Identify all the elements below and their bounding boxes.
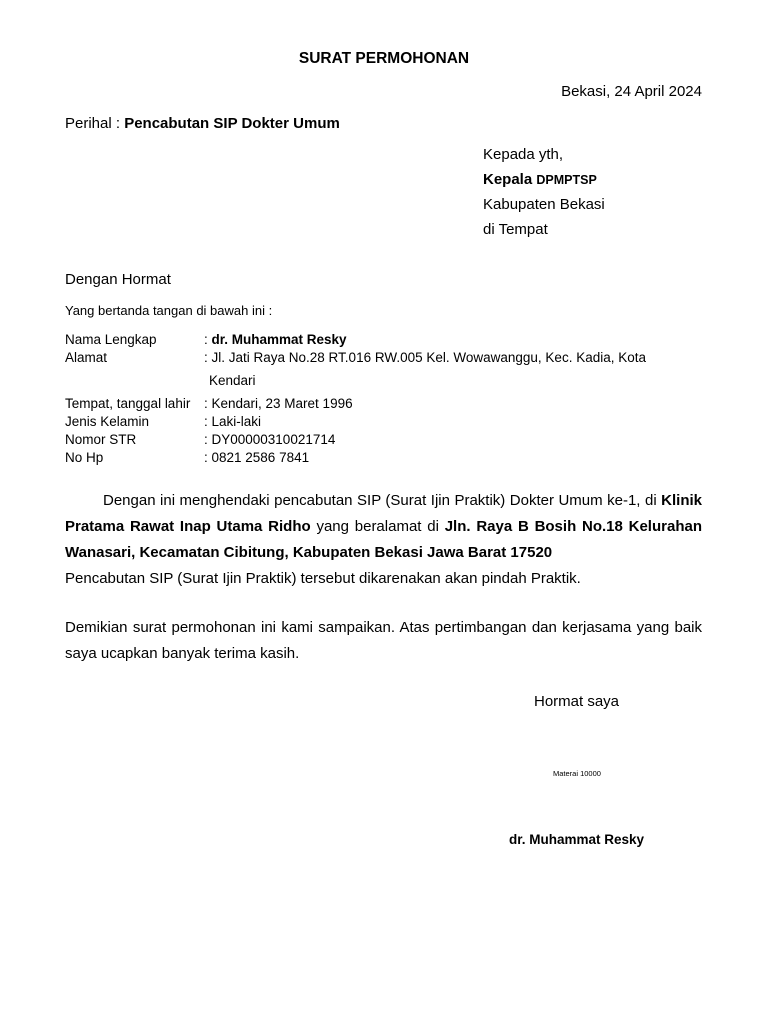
body-paragraph-2: Demikian surat permohonan ini kami sampaikan. Atas pertimbangan dan kerjasama yang baik saya ucapkan banyak terima kasih. (65, 619, 702, 662)
clinic-address: Jln. Raya B Bosih No.18 Kelurahan Wanasari, Kecamatan Cibitung, Kabupaten Bekasi Jawa Barat 17520 (65, 518, 702, 561)
applicant-name: dr. Muhammat Resky (211, 332, 347, 347)
materai-label: Materai 10000 (553, 769, 601, 778)
field-value-str: : DY00000310021714 (204, 432, 336, 447)
field-value-jk: : Laki-laki (204, 414, 262, 429)
place-date: Bekasi, 24 April 2024 (561, 83, 702, 100)
recipient-title: Kepala (483, 171, 533, 188)
recipient-agency: DPMPTSP (536, 173, 597, 187)
field-label-nama: Nama Lengkap (65, 332, 157, 347)
intro-text: Yang bertanda tangan di bawah ini : (65, 303, 273, 318)
field-label-jk: Jenis Kelamin (65, 414, 150, 429)
subject-label: Perihal : (65, 115, 121, 132)
body-paragraph-1 (65, 488, 702, 592)
closing: Hormat saya (534, 693, 620, 710)
body-p1-part-b: yang beralamat di (316, 518, 439, 535)
field-value-alamat-1: : Jl. Jati Raya No.28 RT.016 RW.005 Kel. Wowawanggu, Kec. Kadia, Kota (204, 350, 646, 365)
field-label-str: Nomor STR (65, 432, 137, 447)
field-value-alamat-2: Kendari (209, 373, 256, 388)
body-p1-part-a: Dengan ini menghendaki pencabutan SIP (Surat Ijin Praktik) Dokter Umum ke-1, di (103, 492, 657, 509)
field-label-ttl: Tempat, tanggal lahir (65, 396, 191, 411)
body-p1-part-c: Pencabutan SIP (Surat Ijin Praktik) tersebut dikarenakan akan pindah Praktik. (65, 570, 581, 587)
recipient-line-4: di Tempat (483, 221, 548, 238)
salutation: Dengan Hormat (65, 271, 171, 288)
field-label-hp: No Hp (65, 450, 104, 465)
field-label-alamat: Alamat (65, 350, 108, 365)
field-value-nama: : dr. Muhammat Resky (204, 332, 347, 347)
subject-value: Pencabutan SIP Dokter Umum (124, 115, 340, 132)
subject-line (65, 115, 340, 132)
recipient-line-1: Kepada yth, (483, 146, 564, 163)
letter-title: SURAT PERMOHONAN (298, 50, 470, 67)
field-value-ttl: : Kendari, 23 Maret 1996 (204, 396, 353, 411)
recipient-line-2 (483, 171, 597, 188)
recipient-line-3: Kabupaten Bekasi (483, 196, 605, 213)
signer-name: dr. Muhammat Resky (509, 832, 645, 847)
field-value-hp: : 0821 2586 7841 (204, 450, 310, 465)
clinic-name: Klinik Pratama Rawat Inap Utama Ridho (65, 492, 702, 535)
